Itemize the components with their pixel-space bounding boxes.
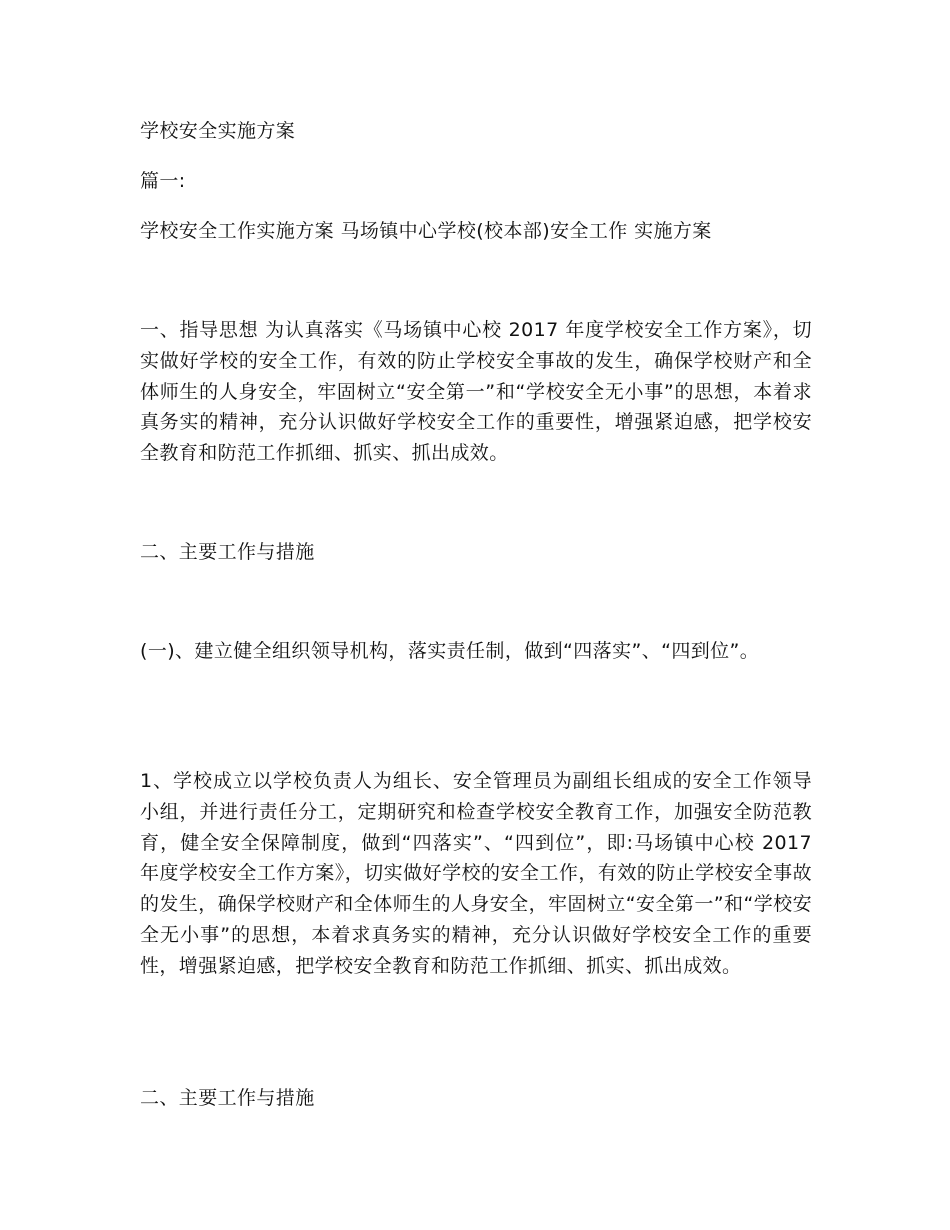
chapter-label: 篇一: — [140, 170, 186, 192]
section2-heading-repeat: 二、主要工作与措施 — [140, 1087, 315, 1109]
document-title: 学校安全实施方案 — [140, 120, 296, 142]
section2-heading: 二、主要工作与措施 — [140, 541, 315, 563]
subsection1-heading: (一)、建立健全组织领导机构，落实责任制，做到“四落实”、“四到位”。 — [140, 640, 760, 662]
item1-paragraph: 1、学校成立以学校负责人为组长、安全管理员为副组长组成的安全工作领导小组，并进行责任分工，定期研究和检查学校安全教育工作，加强安全防范教育，健全安全保障制度，做到“四落实”、“四到位”，即:马场镇中心校 2017 年度学校安全工作方案》，切实做好学校的安全工作，有效的防止学校安全事故的发生，确保学校财产和全体师生的人身安全，牢固树立“安全第一”和“学校安全无小事”的思想，本着求真务实的精神，充分认识做好学校安全工作的重要性，增强紧迫感，把学校安全教育和防范工作抓细、抓实、抓出成效。 — [140, 770, 812, 977]
document-subtitle: 学校安全工作实施方案 马场镇中心学校(校本部)安全工作 实施方案 — [140, 220, 712, 242]
section1-paragraph: 一、指导思想 为认真落实《马场镇中心校 2017 年度学校安全工作方案》，切实做好学校的安全工作，有效的防止学校安全事故的发生，确保学校财产和全体师生的人身安全，牢固树立“安全第一”和“学校安全无小事”的思想，本着求真务实的精神，充分认识做好学校安全工作的重要性，增强紧迫感，把学校安全教育和防范工作抓细、抓实、抓出成效。 — [140, 319, 812, 465]
